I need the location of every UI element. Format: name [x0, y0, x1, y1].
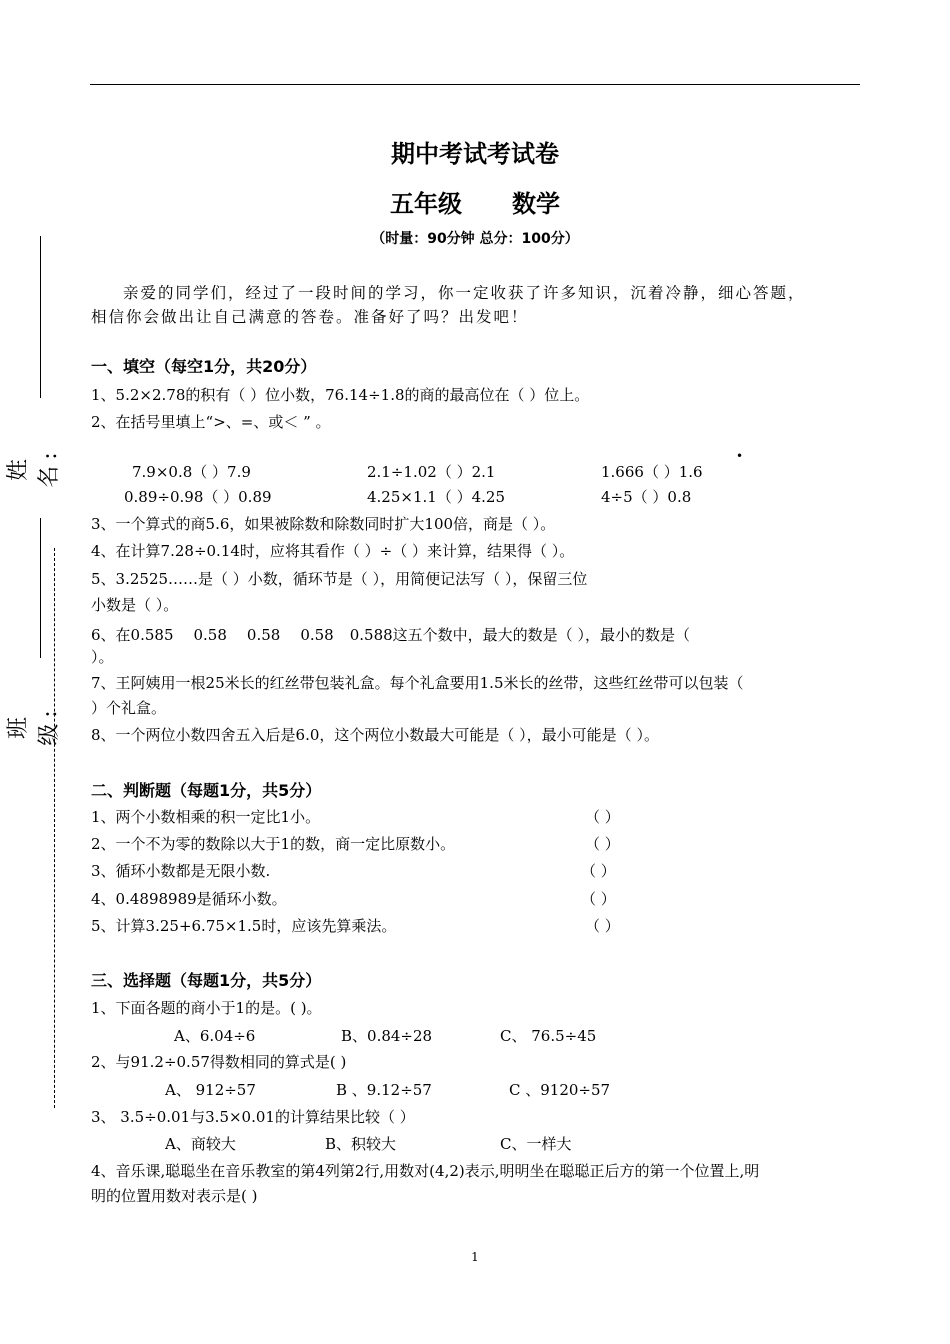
section1-title: 一、填空（每空1分，共20分） — [91, 357, 317, 376]
class-blank-line — [40, 518, 41, 658]
s2-answer-4[interactable]: （ ） — [581, 890, 616, 908]
s1-q2-row2-a: 0.89÷0.98（ ）0.89 — [124, 488, 272, 506]
header-rule — [90, 84, 860, 85]
s1-q3: 3、一个算式的商5.6，如果被除数和除数同时扩大100倍，商是（ ）。 — [91, 515, 556, 533]
s3-q2-option-a: A、 912÷57 — [165, 1081, 256, 1099]
s1-q7-line2: ）个礼盒。 — [91, 699, 167, 717]
grade-subject — [0, 184, 950, 219]
class-label: 班级: — [6, 704, 62, 746]
s1-q6-num-4: 0.58 — [300, 626, 334, 644]
s3-q1: 1、下面各题的商小于1的是。( )。 — [91, 999, 322, 1017]
s1-q2-row2-b: 4.25×1.1（ ）4.25 — [367, 488, 505, 506]
s1-q8: 8、一个两位小数四舍五入后是6.0，这个两位小数最大可能是（ ），最小可能是（ ）。 — [91, 726, 659, 744]
s1-q2-row1-c: 1.666（ ）1.6 — [601, 463, 703, 481]
s3-q1-option-a: A、6.04÷6 — [174, 1027, 256, 1045]
subject: 数学 — [512, 190, 560, 218]
s1-q6-suffix: 这五个数中，最大的数是（ ），最小的数是（ — [392, 626, 690, 644]
s3-q1-option-b: B、0.84÷28 — [341, 1027, 433, 1045]
s2-answer-2[interactable]: （ ） — [585, 835, 620, 853]
s1-q6-num-3: 0.58 — [246, 626, 281, 644]
s2-item-2: 2、一个不为零的数除以大于1的数，商一定比原数小。 — [91, 835, 456, 853]
s3-q3: 3、 3.5÷0.01与3.5×0.01的计算结果比较（ ） — [91, 1108, 415, 1126]
page-number: 1 — [471, 1250, 479, 1264]
s2-item-3: 3、循环小数都是无限小数. — [91, 862, 271, 880]
repeating-dot-mark: • — [736, 449, 744, 463]
section3-title: 三、选择题（每题1分，共5分） — [91, 971, 322, 990]
s1-q5-line2: 小数是（ ）。 — [91, 596, 179, 614]
s1-q7-line1: 7、王阿姨用一根25米长的红丝带包装礼盒。每个礼盒要用1.5米长的丝带，这些红丝带可以包装（ — [91, 674, 744, 692]
s1-q4: 4、在计算7.28÷0.14时，应将其看作（ ）÷（ ）来计算，结果得（ ）。 — [91, 542, 575, 560]
exam-meta: （时量：90分钟 总分：100分） — [371, 231, 579, 247]
s2-answer-3[interactable]: （ ） — [581, 862, 616, 880]
s2-answer-5[interactable]: （ ） — [585, 917, 620, 935]
s1-q6-num-1: 0.585 — [130, 626, 174, 644]
grade: 五年级 — [390, 190, 462, 218]
s1-q5-line1: 5、3.2525……是（ ）小数，循环节是（ ），用简便记法写（ ），保留三位 — [91, 570, 588, 588]
intro-line-1: 亲爱的同学们，经过了一段时间的学习，你一定收获了许多知识，沉着冷静，细心答题， — [123, 284, 806, 302]
exam-title: 期中考试考试卷 — [391, 140, 559, 168]
s3-q4-line1: 4、音乐课,聪聪坐在音乐教室的第4列第2行,用数对(4,2)表示,明明坐在聪聪正后方的第一个位置上,明 — [91, 1162, 760, 1180]
s1-q6-line2: ）。 — [91, 648, 114, 666]
s1-q2: 2、在括号里填上“>、=、或＜ ” 。 — [91, 413, 331, 431]
s3-q1-option-c: C、 76.5÷45 — [500, 1027, 597, 1045]
s3-q3-option-c: C、一样大 — [500, 1135, 572, 1153]
s1-q6-line1 — [91, 624, 690, 645]
s1-q2-row1-a: 7.9×0.8（ ）7.9 — [132, 463, 251, 481]
binding-dashed-line — [54, 548, 55, 1108]
s1-q6-prefix: 6、在 — [91, 626, 131, 644]
s3-q2-option-c: C 、9120÷57 — [509, 1081, 611, 1099]
name-label: 姓名: — [6, 446, 62, 488]
s2-item-1: 1、两个小数相乘的积一定比1小。 — [91, 808, 321, 826]
s2-item-5: 5、计算3.25+6.75×1.5时，应该先算乘法。 — [91, 917, 397, 935]
s3-q3-option-a: A、商较大 — [165, 1135, 236, 1153]
s3-q3-option-b: B、积较大 — [325, 1135, 397, 1153]
s1-q2-row1-b: 2.1÷1.02（ ）2.1 — [367, 463, 496, 481]
s3-q2-option-b: B 、9.12÷57 — [336, 1081, 432, 1099]
intro-line-2: 相信你会做出让自己满意的答卷。准备好了吗？出发吧！ — [91, 308, 529, 326]
s2-item-4: 4、0.4898989是循环小数。 — [91, 890, 287, 908]
name-blank-line — [40, 236, 41, 398]
s1-q2-row2-c: 4÷5（ ）0.8 — [601, 488, 692, 506]
s3-q4-line2: 明的位置用数对表示是( ) — [91, 1187, 258, 1205]
s1-q1: 1、5.2×2.78的积有（ ）位小数，76.14÷1.8的商的最高位在（ ）位上。 — [91, 386, 590, 404]
s2-answer-1[interactable]: （ ） — [585, 808, 620, 826]
s1-q6-num-2: 0.58 — [193, 626, 227, 644]
s1-q6-num-5: 0.588 — [349, 626, 393, 644]
s3-q2: 2、与91.2÷0.57得数相同的算式是( ) — [91, 1053, 347, 1071]
section2-title: 二、判断题（每题1分，共5分） — [91, 781, 322, 800]
